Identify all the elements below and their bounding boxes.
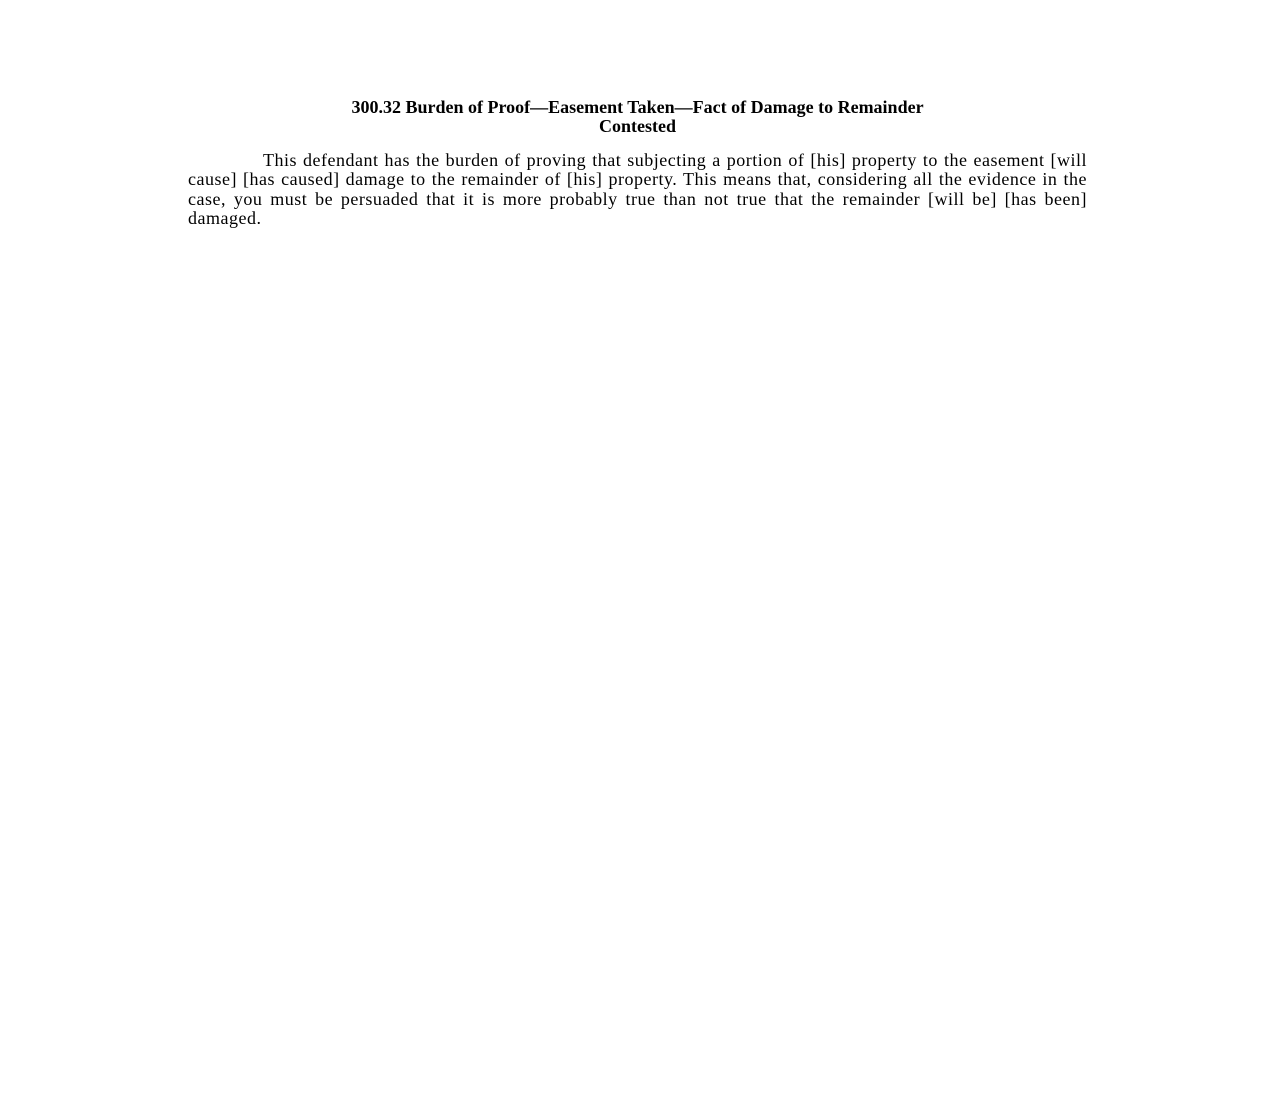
instruction-paragraph: This defendant has the burden of proving that subjecting a portion of [his] property to the easement [will cause] [has caused] damage to the remainder of [his] property. This means that, considering all the evidence in the case, you must be persuaded that it is more probably true than not true that the remainder [will be] [has been] damaged. xyxy=(188,150,1087,229)
document-title-line-2: Contested xyxy=(599,116,676,136)
document-title xyxy=(188,98,1087,136)
document-title-line-1: 300.32 Burden of Proof—Easement Taken—Fact of Damage to Remainder xyxy=(351,97,924,117)
document-content xyxy=(188,98,1087,229)
